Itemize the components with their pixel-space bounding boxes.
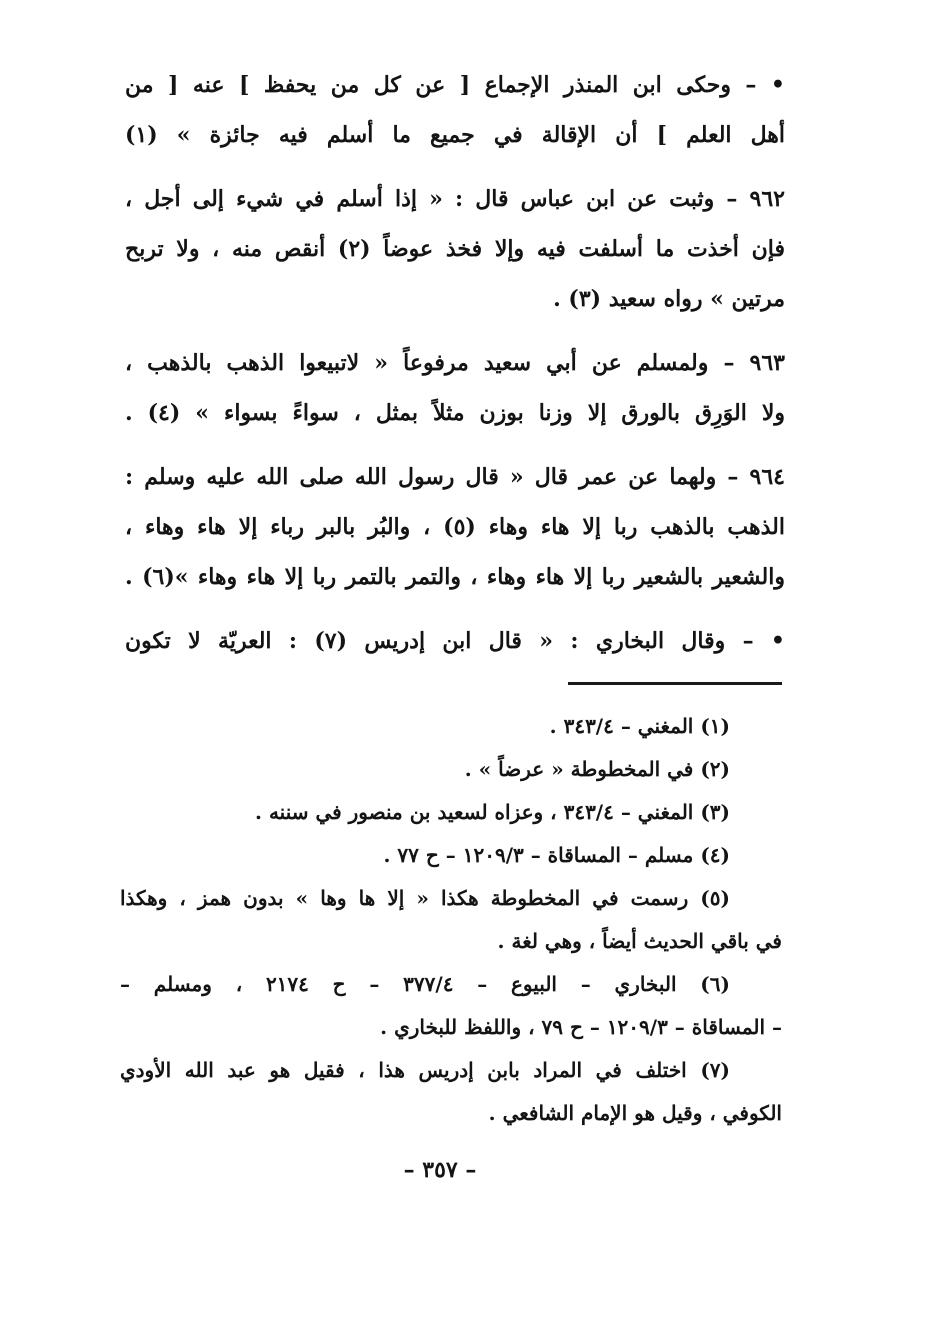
page-number: – ٣٥٧ – — [403, 1157, 477, 1183]
main-text — [125, 60, 785, 666]
footnote-separator — [568, 682, 782, 685]
paragraph-gap — [125, 602, 785, 616]
text-line: فإن أخذت ما أسلفت فيه وإلا فخذ عوضاً (٢) أنقص منه ، ولا تربح — [125, 236, 785, 262]
text-line: والشعير بالشعير ربا إلا هاء وهاء ، والتمر بالتمر ربا إلا هاء وهاء »(٦) . — [125, 564, 785, 590]
text-line: ٩٦٢ – وثبت عن ابن عباس قال : « إذا أسلم في شيء إلى أجل ، — [125, 186, 785, 212]
text-line: • – وقال البخاري : « قال ابن إدريس (٧) : العريّة لا تكون — [125, 628, 785, 654]
text-line: الذهب بالذهب ربا إلا هاء وهاء (٥) ، والبُر بالبر رباء إلا هاء وهاء ، — [125, 514, 785, 540]
text-line: ولا الوَرِق بالورق إلا وزنا بوزن مثلاً بمثل ، سواءً بسواء » (٤) . — [125, 400, 785, 426]
paragraph-gap — [125, 438, 785, 452]
text-line: ٩٦٣ – ولمسلم عن أبي سعيد مرفوعاً « لاتبيعوا الذهب بالذهب ، — [125, 350, 785, 376]
footnote-line: الكوفي ، وقيل هو الإمام الشافعي . — [488, 1101, 782, 1125]
footnote-line: في باقي الحديث أيضاً ، وهي لغة . — [497, 929, 782, 953]
footnote-line: (٣) المغني – ٣٤٣/٤ ، وعزاه لسعيد بن منصور في سننه . — [255, 800, 730, 824]
text-line: ٩٦٤ – ولهما عن عمر قال « قال رسول الله صلى الله عليه وسلم : — [125, 464, 785, 490]
footnote-line: (٥) رسمت في المخطوطة هكذا « إلا ها وها » بدون همز ، وهكذا — [120, 886, 730, 910]
footnote-line: (٤) مسلم – المساقاة – ١٢٠٩/٣ – ح ٧٧ . — [383, 843, 730, 867]
footnote-line: (٢) في المخطوطة « عرضاً » . — [464, 757, 730, 781]
paragraph-gap — [125, 324, 785, 338]
text-line: أهل العلم ] أن الإقالة في جميع ما أسلم فيه جائزة » (١) — [125, 122, 785, 148]
footnote-line: (٧) اختلف في المراد بابن إدريس هذا ، فقيل هو عبد الله الأودي — [120, 1058, 730, 1082]
footnotes — [120, 705, 782, 1135]
paragraph-gap — [125, 160, 785, 174]
text-line: مرتين » رواه سعيد (٣) . — [553, 286, 785, 312]
text-line: • – وحكى ابن المنذر الإجماع [ عن كل من يحفظ ] عنه [ من — [125, 72, 785, 98]
footnote-line: (١) المغني – ٣٤٣/٤ . — [549, 714, 730, 738]
footnote-line: (٦) البخاري – البيوع – ٣٧٧/٤ – ح ٢١٧٤ ، ومسلم – — [120, 972, 730, 996]
footnote-line: – المساقاة – ١٢٠٩/٣ – ح ٧٩ ، واللفظ للبخاري . — [380, 1015, 782, 1039]
